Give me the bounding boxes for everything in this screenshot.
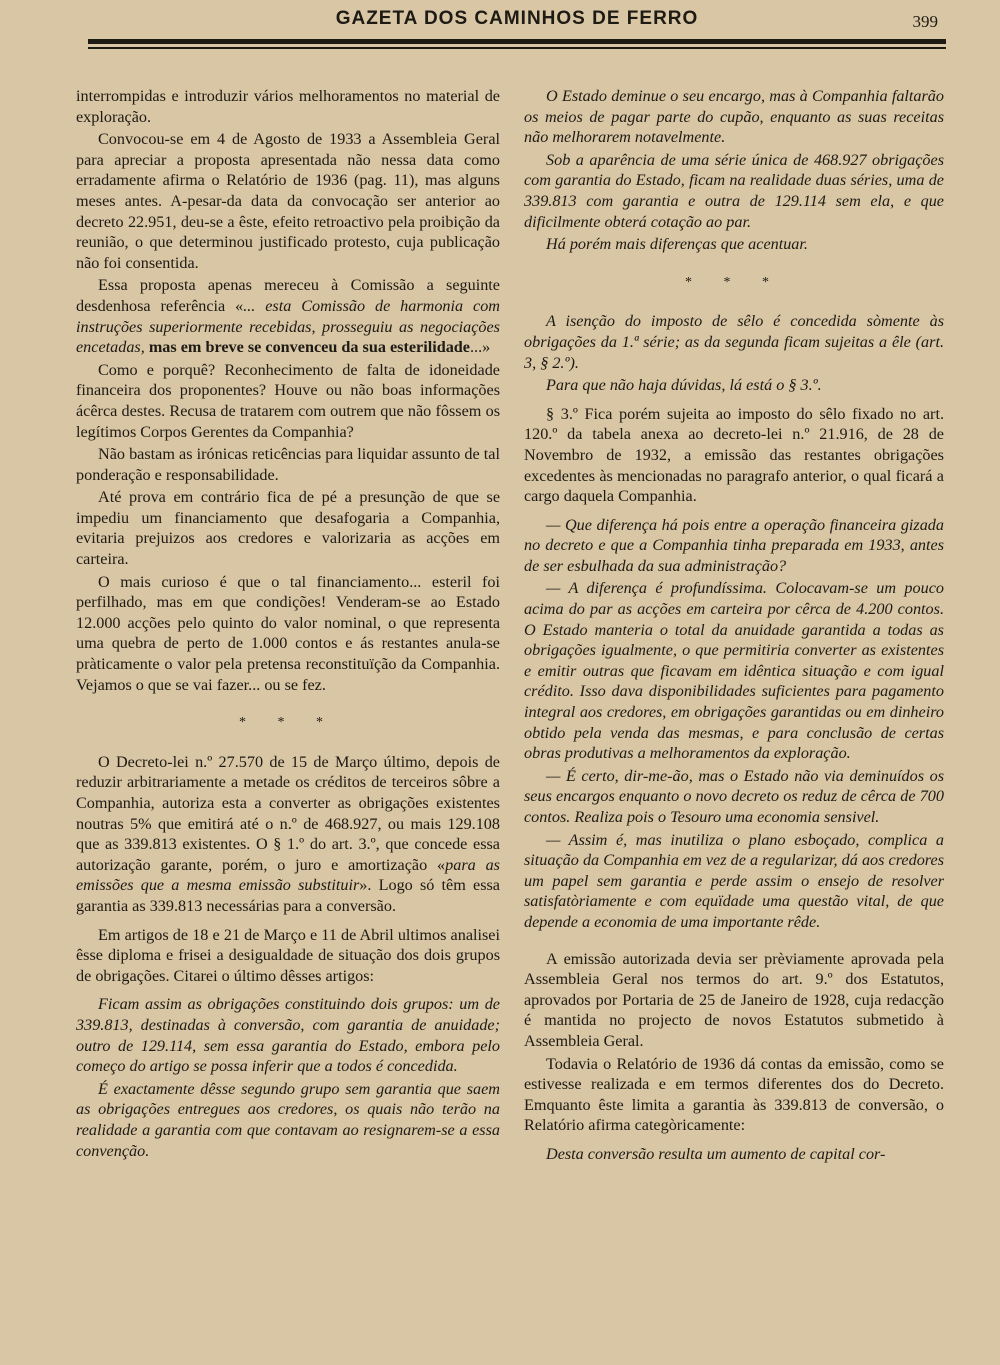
paragraph (76, 275, 500, 357)
quoted-paragraph: Para que não haja dúvidas, lá está o § 3.º. (546, 376, 822, 395)
header-rule-thick (88, 39, 946, 44)
text-run: O Decreto-lei n.º 27.570 de 15 de Março último, depois de reduzir arbitrariamente a metade os créditos de terceiros sôbre a Companhia, autoriza esta a converter as obrigações existentes noutras 5% que emitirá até o n.º de 468.927, ou mais 129.108 que as 339.813 existentes. O § 1.º do art. 3.º, que concede essa autorização garante, porém, o juro e amortização « (76, 752, 500, 874)
text-run: Essa proposta apenas mereceu à Comissão a seguinte desdenhosa referência « (76, 276, 500, 315)
quoted-paragraph: O Estado deminue o seu encargo, mas à Companhia faltarão os meios de pagar parte do cupão, enquanto as suas receitas não melhorarem notavelmente. (524, 87, 944, 147)
paragraph (76, 752, 500, 917)
text-run: ...» (470, 338, 491, 357)
quote-text: para as emissões que a mesma emissão substituir (76, 855, 500, 895)
paragraph: Em artigos de 18 e 21 de Março e 11 de Abril ultimos analisei êsse diploma e frisei a desigualdade de situação dos dois grupos de obrigações. Citarei o último dêsses artigos: (76, 925, 500, 985)
paragraph: Não bastam as irónicas reticências para liquidar assunto de tal ponderação e responsabilidade. (76, 445, 500, 484)
quoted-paragraph: Desta conversão resulta um aumento de capital cor- (546, 1144, 886, 1163)
right-column (524, 86, 944, 1167)
left-column (76, 86, 500, 1163)
paragraph: O mais curioso é que o tal financiamento... esteril foi perfilhado, mas em que condições! Venderam-se ao Estado 12.000 acções pelo quinto do valor nominal, o que representa uma quebra de perto de 1.000 contos e ás restantes anula-se pràticamente o valor pela pretensa reconstituïção da Companhia. Vejamos o que se vai fazer... ou se fez. (76, 572, 500, 694)
quoted-paragraph: Sob a aparência de uma série única de 468.927 obrigações com garantia do Estado, ficam na realidade duas séries, uma de 339.813 com garantia e outra de 129.114 sem ela, e que dificilmente obterá cotação ao par. (524, 150, 944, 231)
quoted-paragraph: É exactamente dêsse segundo grupo sem garantia que saem as obrigações entregues aos credores, os quais não terão na realidade a garantia com que contavam ao resignarem-se a essa convenção. (76, 1079, 500, 1160)
paragraph: A emissão autorizada devia ser prèviamente aprovada pela Assembleia Geral nos termos do art. 9.º dos Estatutos, aprovados por Portaria de 25 de Janeiro de 1928, cuja redacção é mantida no projecto de novos Estatutos submetido à Assembleia Geral. (524, 949, 944, 1050)
paragraph: Como e porquê? Reconhecimento de falta de idoneidade financeira dos proponentes? Houve ou não boas informações ácêrca destes. Recusa de tratarem com outrem que não fôssem os legítimos Corpos Gerentes da Companhia? (76, 360, 500, 441)
paragraph: Todavia o Relatório de 1936 dá contas da emissão, como se estivesse realizada e em termos diferentes dos do Decreto. Emquanto êste limita a garantia às 339.813 de conversão, o Relatório afirma categòricamente: (524, 1054, 944, 1135)
decree-citation: § 3.º Fica porém sujeita ao imposto do sêlo fixado no art. 120.º da tabela anexa ao decreto-lei n.º 21.916, de 28 de Novembro de 1932, a emissão das restantes obrigações excedentes às mencionadas no paragrafo anterior, o qual ficará a cargo daquela Companhia. (524, 404, 944, 506)
section-separator: * * * (239, 715, 337, 731)
section-separator: * * * (685, 274, 783, 290)
text-run: ». Logo só têm essa garantia as 339.813 necessárias para a conversão. (76, 876, 500, 915)
dialogue-paragraph: — Que diferença há pois entre a operação financeira gizada no decreto e que a Companhia tinha preparada em 1933, antes de ser esbulhada da sua administração? (524, 515, 944, 575)
quote-text: ... esta Comissão de harmonia com instruções superiormente recebidas, prosseguiu as negociações encetadas, (76, 296, 500, 357)
page-number: 399 (912, 12, 938, 31)
publication-title: GAZETA DOS CAMINHOS DE FERRO (335, 8, 699, 29)
page-header (88, 6, 946, 50)
paragraph: Até prova em contrário fica de pé a presunção de que se impediu um financiamento que desafogaria a Companhia, evitaria prejuizos aos credores e valorizaria as acções em carteira. (76, 488, 500, 569)
paragraph: interrompidas e introduzir vários melhoramentos no material de exploração. (76, 87, 500, 126)
quoted-paragraph: Ficam assim as obrigações constituindo dois grupos: um de 339.813, destinadas à conversão, com garantia de anuidade; outro de 129.114, sem essa garantia do Estado, embora pelo começo do artigo se possa inferir que a todos é concedida. (76, 995, 500, 1076)
quoted-paragraph: A isenção do imposto de sêlo é concedida sòmente às obrigações da 1.ª série; as da segunda ficam sujeitas a êle (art. 3, § 2.º). (524, 312, 944, 372)
header-rule-thin (88, 47, 946, 49)
dialogue-paragraph: — É certo, dir-me-ão, mas o Estado não via deminuídos os seus encargos enquanto o novo decreto os reduz de cêrca de 700 contos. Realiza pois o Tesouro uma economia sensivel. (524, 766, 944, 826)
paragraph: Convocou-se em 4 de Agosto de 1933 a Assembleia Geral para apreciar a proposta apresentada não nessa data como erradamente afirma o Relatório de 1936 (pag. 11), mas alguns meses antes. A-pesar-da data da convocação ser anterior ao decreto 22.951, deu-se a êste, efeito retroactivo pela proibição da reunião, o que determinou justificado protesto, cuja publicação não foi consentida. (76, 130, 500, 272)
quoted-paragraph: Há porém mais diferenças que acentuar. (546, 235, 808, 254)
dialogue-paragraph: — A diferença é profundíssima. Colocavam-se um pouco acima do par as acções em carteira por cêrca de 4.200 contos. O Estado manteria o total da anuidade garantida a todas as obrigações igualmente, o que permitiria converter as existentes e emitir outras que ficavam em idêntica situação e com igual crédito. Isso dava disponibilidades suficientes para pagamento integral aos credores, em obrigações garantidas ou em dinheiro obtido pela venda das mesmas, e para conclusão de certas obras produtivas a melhoramentos da exploração. (524, 579, 944, 763)
emphasis-text: mas em breve se convenceu da sua esterilidade (148, 338, 470, 357)
spacer (524, 935, 944, 949)
dialogue-paragraph: — Assim é, mas inutiliza o plano esboçado, complica a situação da Companhia em vez de a regularizar, dá aos credores um papel sem garantia e perde assim o ensejo de resolver satisfatòriamente e com equïdade uma questão vital, de que depende a economia de uma importante rêde. (524, 830, 944, 931)
